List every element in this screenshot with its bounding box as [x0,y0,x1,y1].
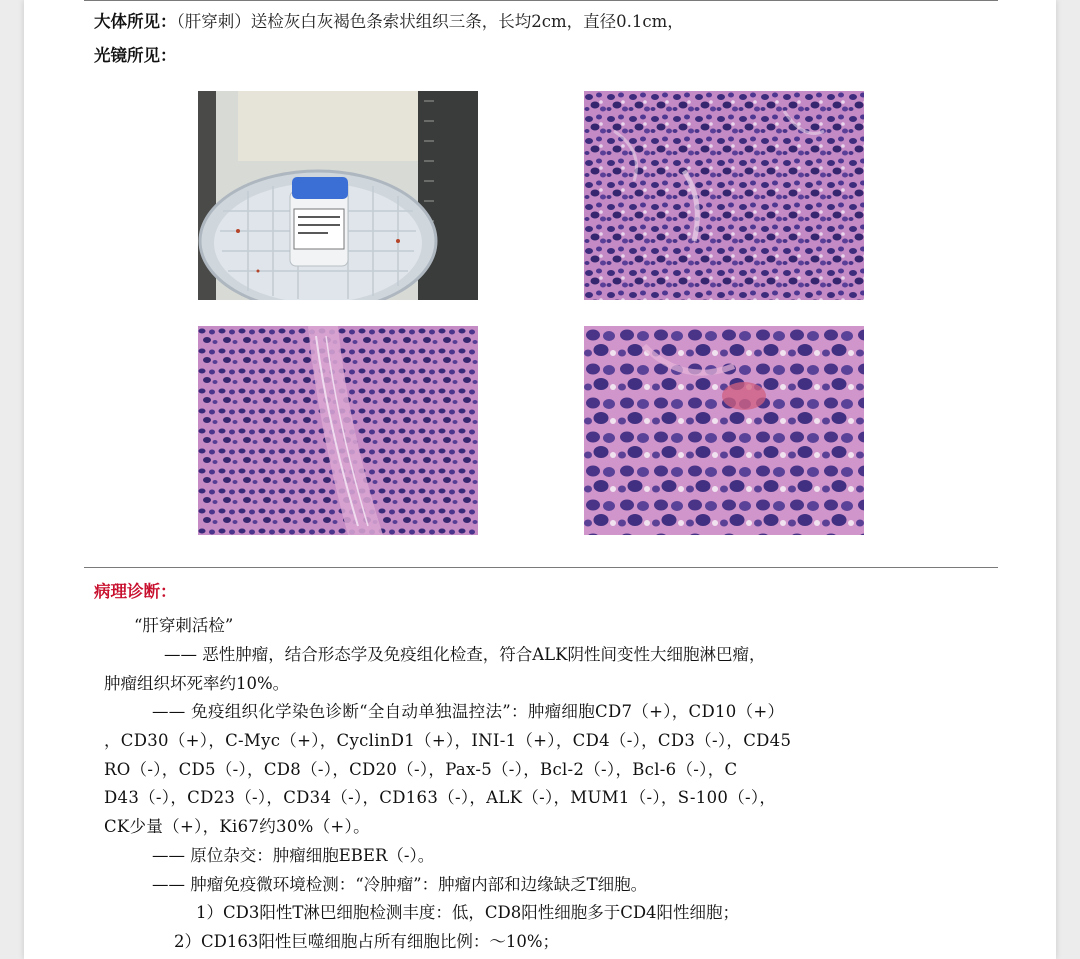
report-page [24,0,1056,959]
ihc-line-3: RO（-），CD5（-），CD8（-），CD20（-），Pax-5（-），Bcl-2（-），Bcl-6（-），C [104,760,738,779]
diagnosis-line-2: 肿瘤组织坏死率约10%。 [104,674,290,693]
tumor-microenvironment-line: —— 肿瘤免疫微环境检测：“冷肿瘤”：肿瘤内部和边缘缺乏T细胞。 [152,875,648,894]
specimen-photo [198,91,478,300]
section-divider [84,567,998,568]
diagnosis-line-1: —— 恶性肿瘤，结合形态学及免疫组化检查，符合ALK阴性间变性大细胞淋巴瘤， [164,645,766,664]
he-micrograph-1 [584,91,864,300]
microscopy-label: 光镜所见： [94,46,177,65]
ihc-line-1: —— 免疫组织化学染色诊断“全自动单独温控法”：肿瘤细胞CD7（+），CD10（+） [152,702,785,721]
diagnosis-label: 病理诊断： [94,582,177,601]
ihc-line-5: CK少量（+），Ki67约30%（+）。 [104,817,370,836]
gross-section [94,10,684,34]
gross-description: （肝穿刺）送检灰白灰褐色条索状组织三条，长均2cm，直径0.1cm， [176,12,684,31]
gross-label: 大体所见： [94,12,177,31]
tme-item-2: 2）CD163阳性巨噬细胞占所有细胞比例：～10%； [174,932,560,951]
top-divider [84,0,998,1]
ihc-line-2: ，CD30（+），C-Myc（+），CyclinD1（+），INI-1（+），CD4（-），CD3（-），CD45 [104,731,792,750]
ihc-line-4: D43（-），CD23（-），CD34（-），CD163（-），ALK（-），MUM1（-），S-100（-）， [104,788,777,807]
in-situ-hybridization-line: —— 原位杂交：肿瘤细胞EBER（-）。 [152,846,435,865]
specimen-title: “肝穿刺活检” [134,616,234,635]
he-micrograph-2 [198,326,478,535]
tme-item-1: 1）CD3阳性T淋巴细胞检测丰度：低，CD8阳性细胞多于CD4阳性细胞； [196,903,740,922]
he-micrograph-3 [584,326,864,535]
